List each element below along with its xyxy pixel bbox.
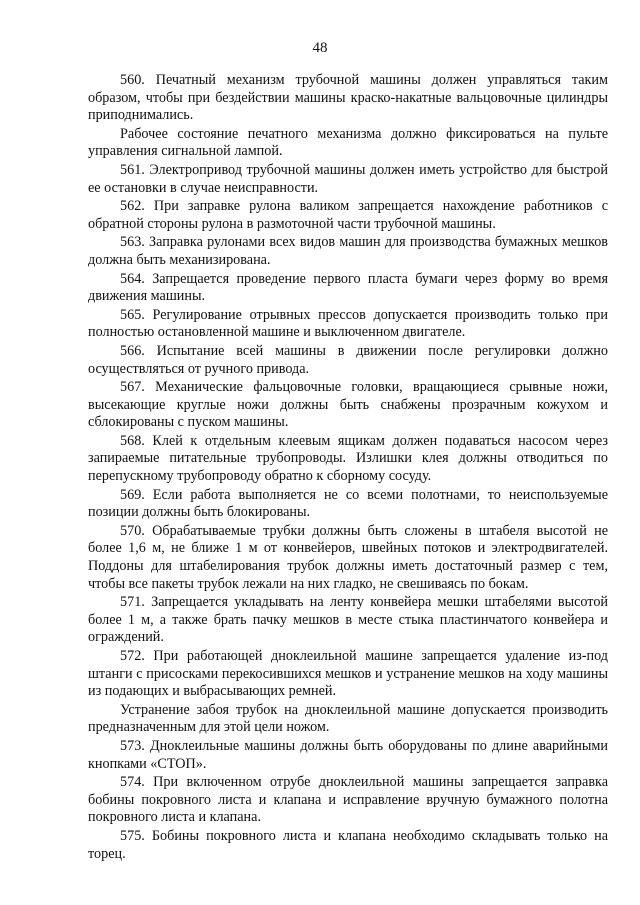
paragraph-564: 564. Запрещается проведение первого пласта бумаги через форму во время движения машины.: [88, 270, 608, 305]
paragraph-561: 561. Электропривод трубочной машины должен иметь устройство для быстрой ее остановки в случае неисправности.: [88, 161, 608, 196]
paragraph-560-note: Рабочее состояние печатного механизма должно фиксироваться на пульте управления сигнальной лампой.: [88, 125, 608, 160]
page-number: 48: [312, 40, 328, 56]
paragraph-560: 560. Печатный механизм трубочной машины должен управляться таким образом, чтобы при бездействии машины краско-накатные вальцовочные цилиндры приподнимались.: [88, 72, 608, 124]
paragraph-571: 571. Запрещается укладывать на ленту конвейера мешки штабелями высотой более 1 м, а также брать пачку мешков в месте стыка пластинчатого конвейера и ограждений.: [88, 594, 608, 646]
paragraph-567: 567. Механические фальцовочные головки, вращающиеся срывные ножи, высекающие круглые ножи должны быть снабжены прозрачным кожухом и сблокированы с пуском машины.: [88, 379, 608, 431]
paragraph-565: 565. Регулирование отрывных прессов допускается производить только при полностью остановленной машине и выключенном двигателе.: [88, 306, 608, 341]
paragraph-573: 573. Дноклеильные машины должны быть оборудованы по длине аварийными кнопками «СТОП».: [88, 737, 608, 772]
paragraph-574: 574. При включенном отрубе дноклеильной машины запрещается заправка бобины покровного листа и клапана и исправление вручную бумажного полотна покровного листа и клапана.: [88, 774, 608, 826]
paragraph-566: 566. Испытание всей машины в движении после регулировки должно осуществляться от ручного привода.: [88, 342, 608, 377]
paragraph-563: 563. Заправка рулонами всех видов машин для производства бумажных мешков должна быть механизирована.: [88, 234, 608, 268]
document-body: [88, 72, 608, 864]
paragraph-562: 562. При заправке рулона валиком запрещается нахождение работников с обратной стороны рулона в размоточной части трубочной машины.: [88, 198, 608, 232]
paragraph-569: 569. Если работа выполняется не со всеми полотнами, то неиспользуемые позиции должны быть блокированы.: [88, 486, 608, 521]
paragraph-575: 575. Бобины покровного листа и клапана необходимо складывать только на торец.: [88, 827, 608, 862]
paragraph-568: 568. Клей к отдельным клеевым ящикам должен подаваться насосом через запираемые питательные трубопроводы. Излишки клея должны отводиться по перепускному трубопроводу обратно к сборному сосуду.: [88, 432, 608, 485]
paragraph-572-note: Устранение забоя трубок на дноклеильной машине допускается производить предназначенным для этой цели ножом.: [88, 701, 608, 736]
paragraph-570: 570. Обрабатываемые трубки должны быть сложены в штабеля высотой не более 1,6 м, не ближе 1 м от конвейеров, швейных потоков и электродвигателей. Поддоны для штабелирования трубок должны иметь достаточный размер с тем, чтобы все пакеты трубок лежали на них гладко, не свешиваясь по бокам.: [88, 522, 608, 592]
paragraph-572: 572. При работающей дноклеильной машине запрещается удаление из-под штанги с присосками перекосившихся мешков и устранение мешков на ходу машины из подающих и выбрасывающих ремней.: [88, 648, 608, 700]
